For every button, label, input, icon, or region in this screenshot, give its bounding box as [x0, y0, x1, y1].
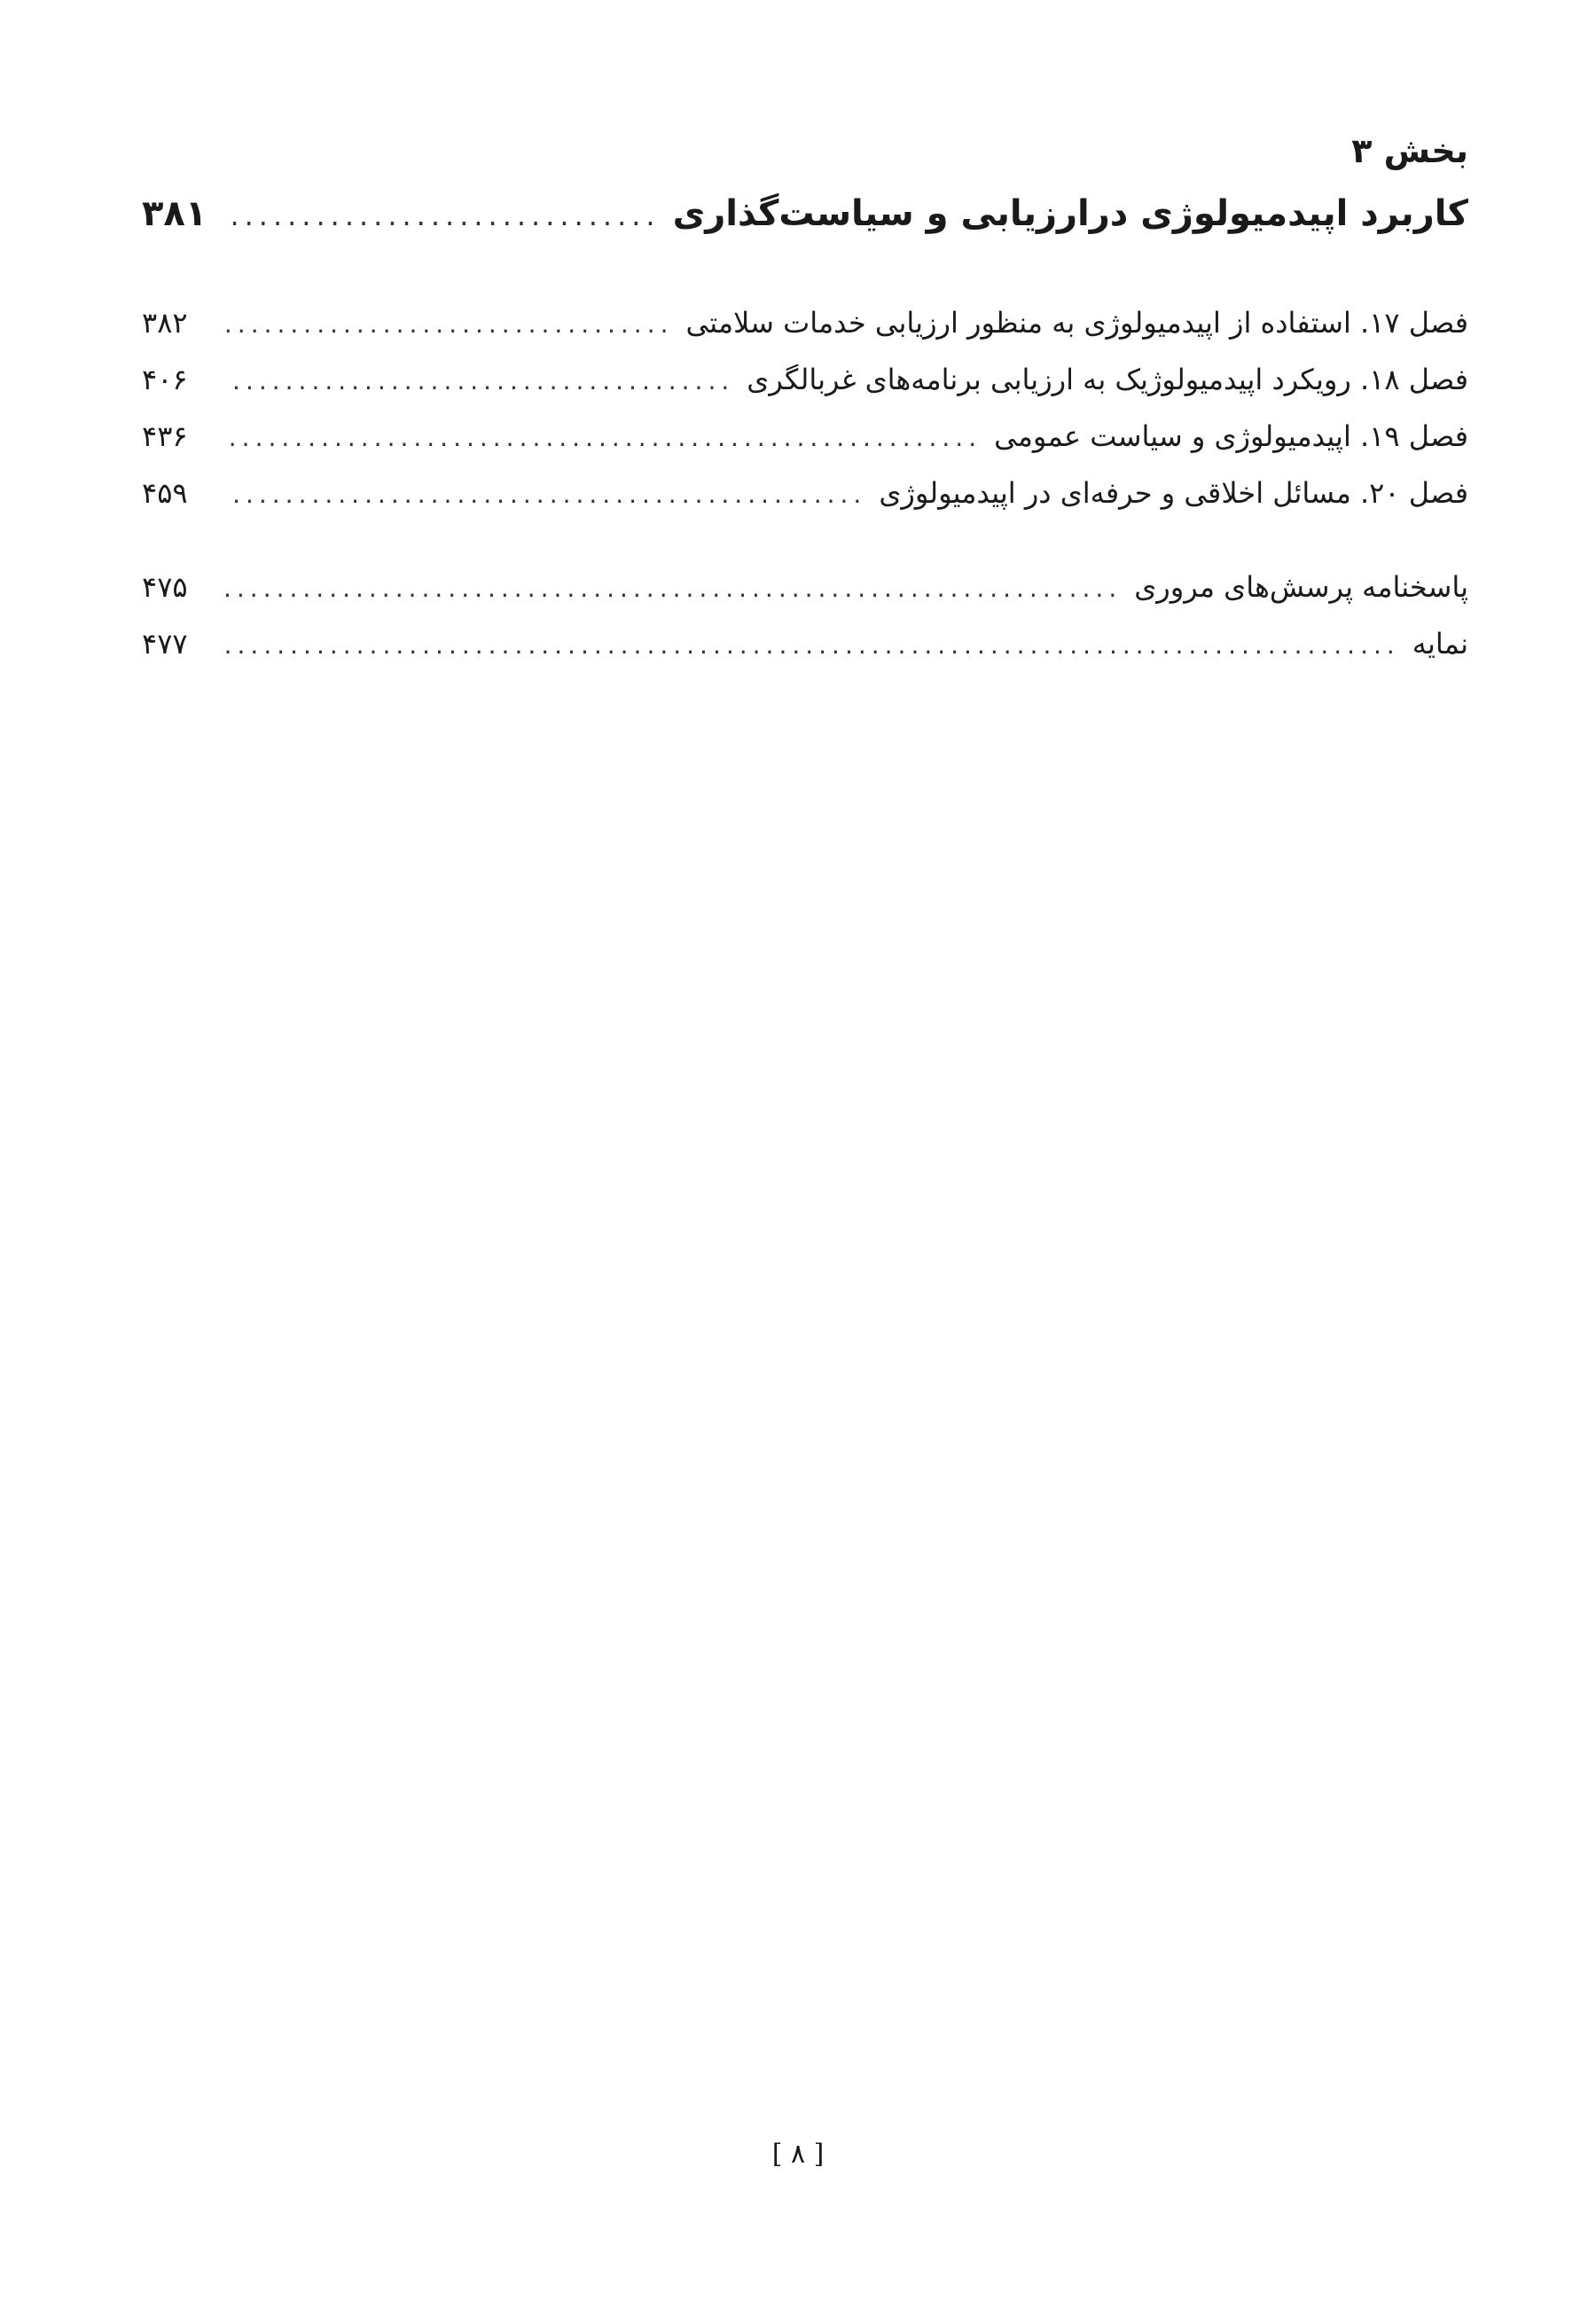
dot-leader: [225, 617, 1400, 674]
dot-leader: [228, 179, 660, 252]
chapter-list: [142, 294, 1468, 521]
entry-title: پاسخنامه پرسش‌های مروری: [1134, 570, 1468, 604]
toc-entry-chapter-20[interactable]: [142, 465, 1468, 521]
page-number: ۴۷۷: [142, 627, 188, 661]
table-of-contents: [142, 124, 1468, 672]
dot-leader: [225, 560, 1122, 617]
part-title-row[interactable]: [142, 177, 1468, 250]
chapter-title: فصل ۱۸. رویکرد اپیدمیولوژیک به ارزیابی برنامه‌های غربالگری: [747, 363, 1468, 396]
dot-leader: [225, 353, 734, 410]
dot-leader: [225, 296, 674, 353]
chapter-title: فصل ۱۷. استفاده از اپیدمیولوژی به منظور ارزیابی خدمات سلامتی: [685, 306, 1468, 340]
dot-leader: [225, 466, 866, 523]
part-title: کاربرد اپیدمیولوژی درارزیابی و سیاست‌گذاری: [672, 193, 1468, 234]
toc-entry-index[interactable]: [142, 615, 1468, 672]
back-matter-list: [142, 559, 1468, 672]
page-number: ۴۵۹: [142, 476, 188, 510]
page-number: ۴۰۶: [142, 363, 188, 396]
chapter-title: فصل ۱۹. اپیدمیولوژی و سیاست عمومی: [994, 419, 1468, 453]
page-number: ۴۳۶: [142, 419, 188, 453]
page-number: ۳۸۲: [142, 306, 188, 340]
dot-leader: [225, 410, 982, 466]
chapter-title: فصل ۲۰. مسائل اخلاقی و حرفه‌ای در اپیدمیولوژی: [879, 476, 1468, 510]
entry-title: نمایه: [1412, 627, 1468, 661]
toc-entry-chapter-18[interactable]: [142, 351, 1468, 408]
part-label: بخش ۳: [1351, 131, 1468, 170]
page-number: ۴۷۵: [142, 570, 188, 604]
page-folio: [ ۸ ]: [771, 2139, 825, 2170]
toc-entry-chapter-19[interactable]: [142, 408, 1468, 465]
toc-entry-chapter-17[interactable]: [142, 294, 1468, 351]
toc-entry-answer-key[interactable]: [142, 559, 1468, 615]
page-number: ۳۸۱: [142, 193, 207, 234]
